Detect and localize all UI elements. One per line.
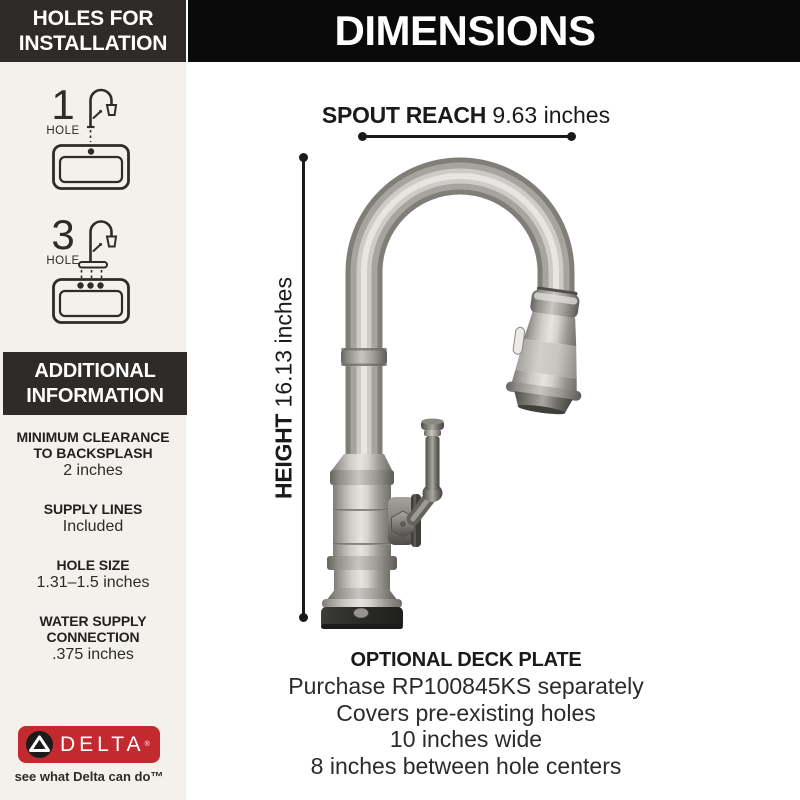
faucet-deckplate-icon xyxy=(77,215,125,281)
height-value: 16.13 inches xyxy=(270,277,297,408)
spec-value: 1.31–1.5 inches xyxy=(36,574,150,591)
hole-option-3 xyxy=(0,211,186,345)
hole-count-1: 1 xyxy=(51,81,75,128)
faucet-icon xyxy=(83,85,125,143)
delta-tagline: see what Delta can do™ xyxy=(14,769,164,784)
spec-value: 2 inches xyxy=(63,462,123,479)
holes-for-installation-header xyxy=(0,0,186,62)
faucet-spout-arc xyxy=(341,176,556,462)
deck-plate-line: 10 inches wide xyxy=(389,726,543,752)
dimensions-header xyxy=(188,0,800,62)
faucet-product-image xyxy=(300,140,645,640)
faucet-base xyxy=(321,607,403,629)
spec-label: MINIMUM CLEARANCE TO BACKSPLASH xyxy=(16,429,170,461)
optional-deck-plate-note xyxy=(288,648,643,779)
faucet-handle xyxy=(388,419,444,548)
spec-value: .375 inches xyxy=(52,646,134,663)
spout-reach-dimension-line xyxy=(362,135,572,138)
registered-mark: ® xyxy=(144,741,150,748)
deck-plate-line: 8 inches between hole centers xyxy=(310,752,622,779)
hole-word-3: HOLE xyxy=(46,255,80,267)
deck-plate-title: OPTIONAL DECK PLATE xyxy=(350,649,582,671)
sidebar xyxy=(0,0,186,800)
dimensions-title: DIMENSIONS xyxy=(334,7,596,54)
hole-option-1 xyxy=(0,81,186,205)
spec-water-supply xyxy=(11,613,175,664)
additional-information-title: ADDITIONAL INFORMATION xyxy=(26,359,164,407)
sink-1-hole-icon xyxy=(52,144,130,190)
spec-label: HOLE SIZE xyxy=(56,557,130,573)
holes-for-installation-title: HOLES FOR INSTALLATION xyxy=(18,7,168,55)
hole-word-1: HOLE xyxy=(46,125,80,137)
spout-reach-label xyxy=(322,102,610,129)
delta-triangle-icon xyxy=(25,730,54,759)
delta-wordmark: DELTA xyxy=(60,732,145,756)
spout-reach-value: 9.63 inches xyxy=(492,102,611,128)
spec-supply-lines xyxy=(11,501,175,536)
deck-plate-line: Purchase RP100845KS separately xyxy=(288,673,644,699)
delta-logo xyxy=(18,726,160,763)
spec-list xyxy=(0,429,186,685)
deck-plate-line: Covers pre-existing holes xyxy=(336,699,596,726)
spec-min-clearance xyxy=(11,429,175,480)
spec-value: Included xyxy=(62,518,124,535)
spout-reach-text: SPOUT REACH xyxy=(321,102,487,128)
spec-label: SUPPLY LINES xyxy=(43,501,143,517)
height-text: HEIGHT xyxy=(270,413,297,499)
hole-count-3: 3 xyxy=(51,211,75,258)
height-label xyxy=(271,277,298,499)
spec-hole-size xyxy=(11,557,175,592)
additional-information-header xyxy=(3,352,187,415)
sink-3-hole-icon xyxy=(52,278,130,324)
faucet-spray-head xyxy=(503,284,596,418)
spec-label: WATER SUPPLY CONNECTION xyxy=(39,613,147,645)
